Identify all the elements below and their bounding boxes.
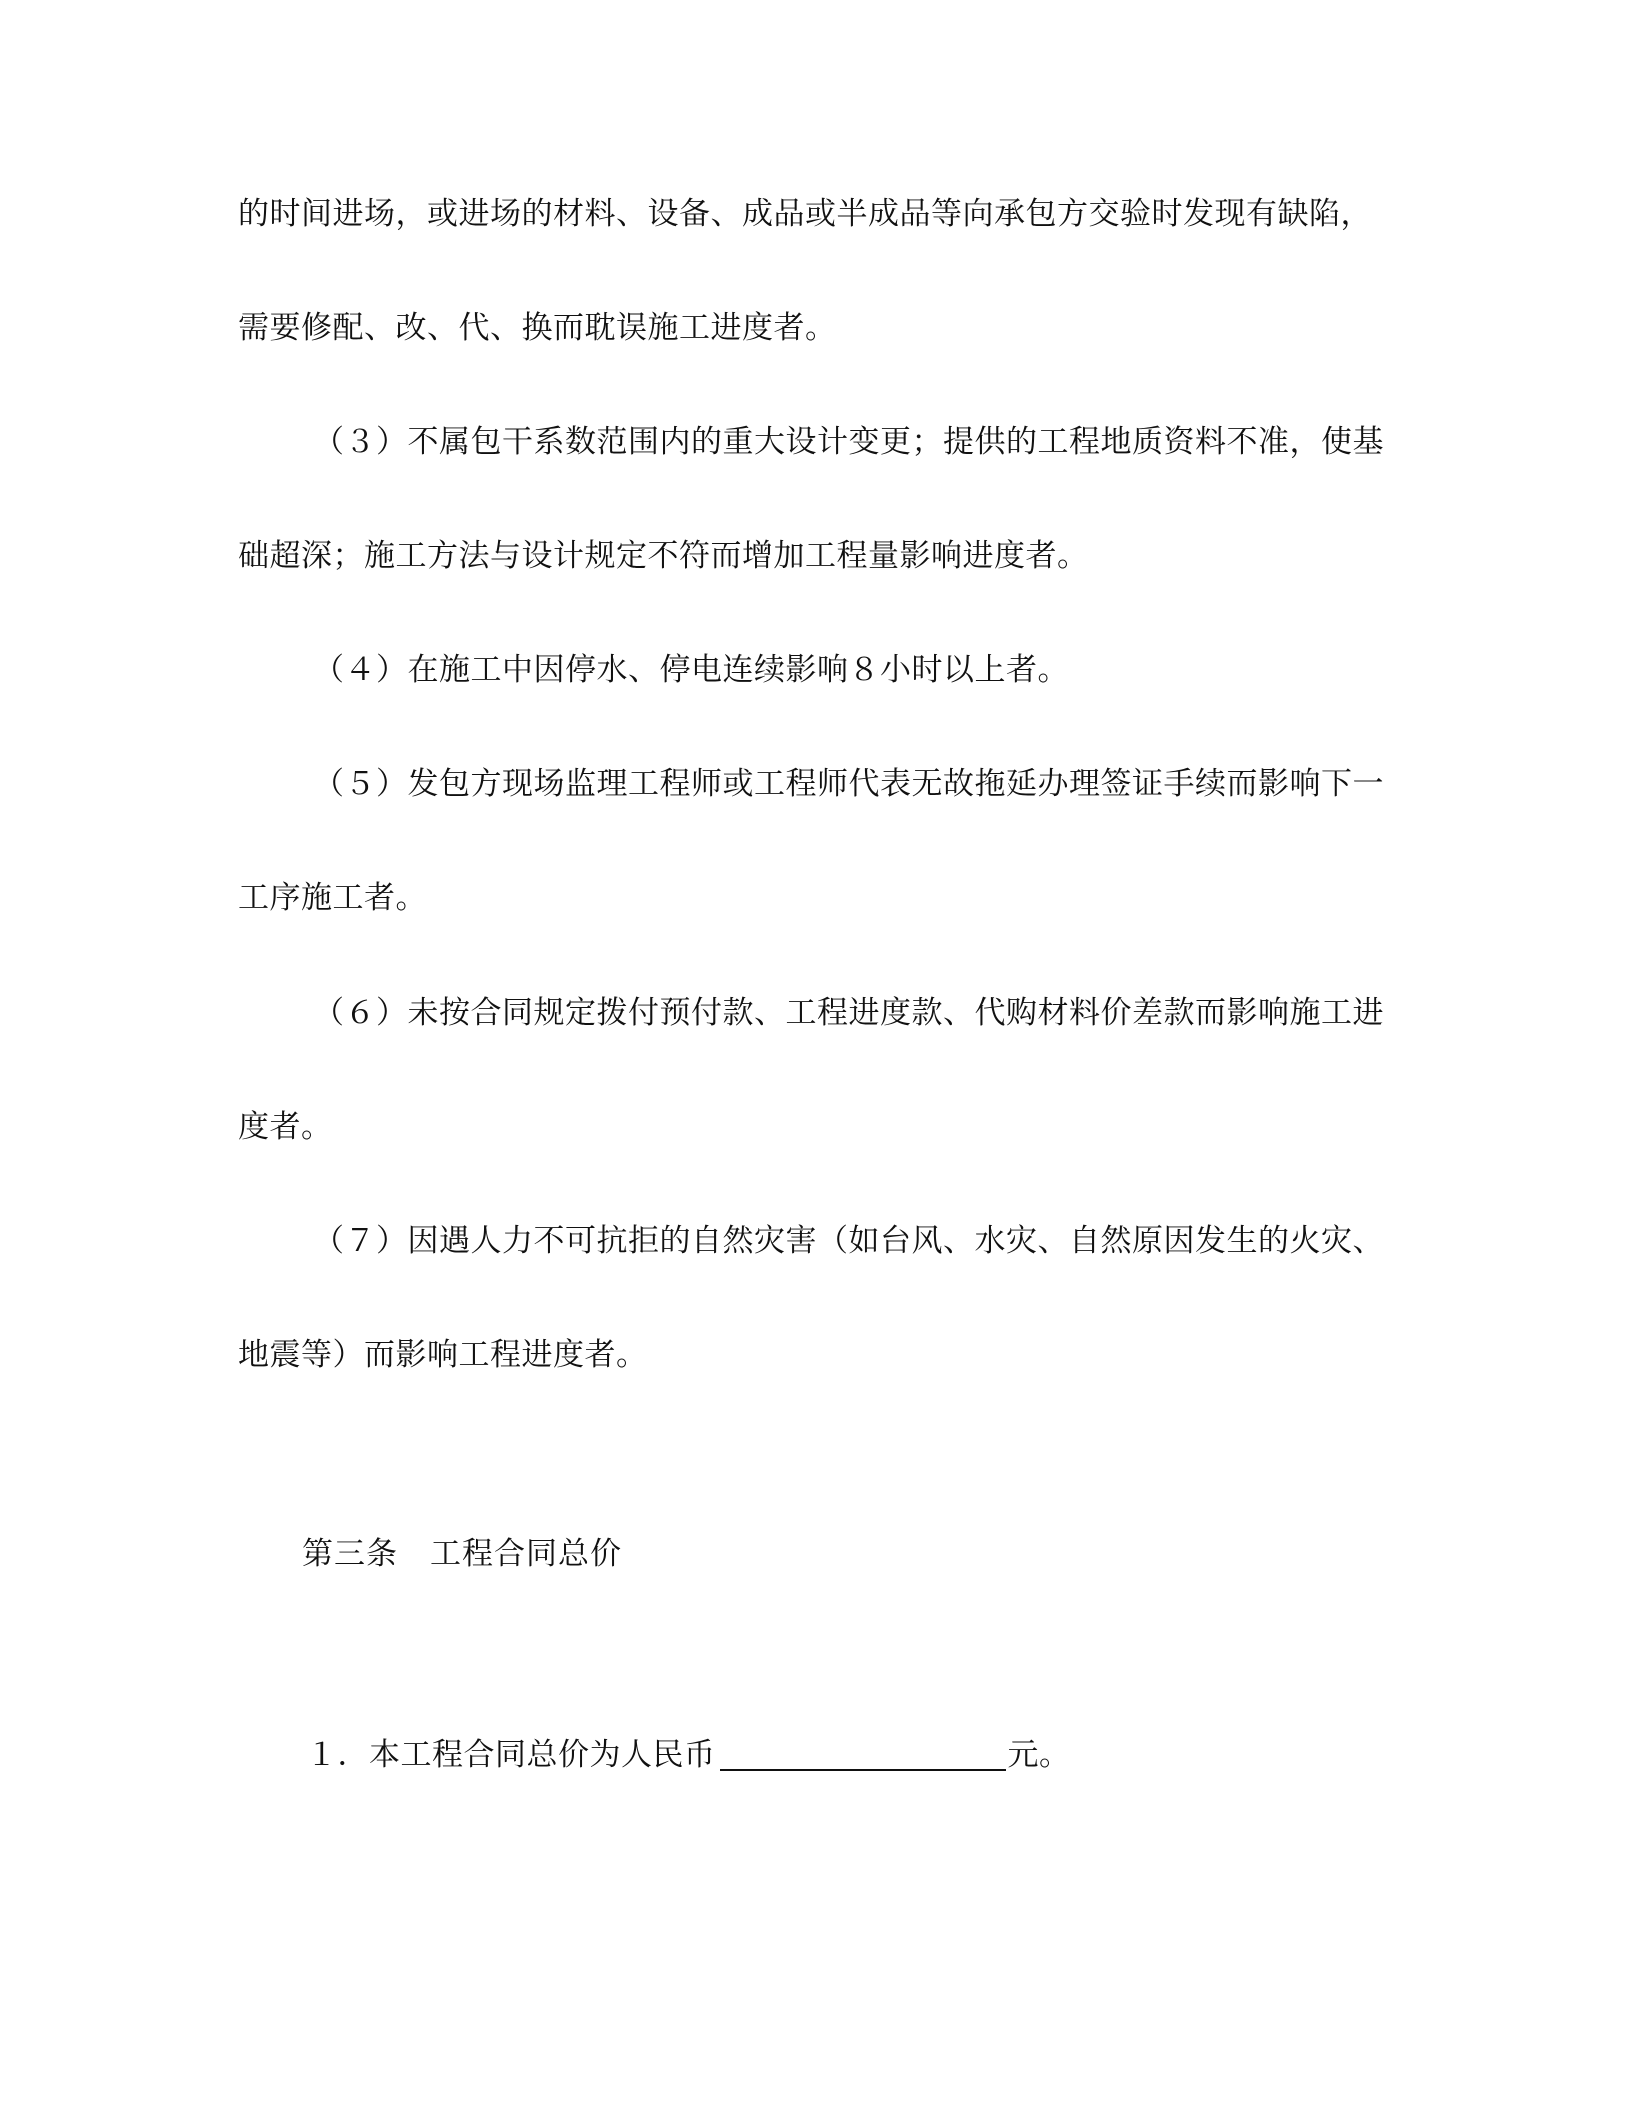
paragraph-line: 地震等）而影响工程进度者。 <box>238 1337 648 1373</box>
paragraph-line: （６）未按合同规定拨付预付款、工程进度款、代购材料价差款而影响施工进 <box>313 995 1384 1031</box>
paragraph-line: （５）发包方现场监理工程师或工程师代表无故拖延办理签证手续而影响下一 <box>313 766 1384 802</box>
paragraph-line: （７）因遇人力不可抗拒的自然灾害（如台风、水灾、自然原因发生的火灾、 <box>313 1223 1384 1259</box>
contract-price-blank <box>720 1739 1006 1771</box>
paragraph-line: 度者。 <box>238 1109 333 1145</box>
contract-price-label: １．本工程合同总价为人民币 <box>306 1737 716 1773</box>
contract-price-unit: 元。 <box>1007 1737 1071 1773</box>
paragraph-line: （４）在施工中因停水、停电连续影响８小时以上者。 <box>313 652 1069 688</box>
paragraph-line: 工序施工者。 <box>238 880 427 916</box>
contract-price-line <box>306 1733 1071 1775</box>
paragraph-line: 础超深；施工方法与设计规定不符而增加工程量影响进度者。 <box>238 538 1089 574</box>
article-heading: 第三条 工程合同总价 <box>302 1536 622 1572</box>
paragraph-line: 需要修配、改、代、换而耽误施工进度者。 <box>238 310 837 346</box>
paragraph-line: 的时间进场，或进场的材料、设备、成品或半成品等向承包方交验时发现有缺陷， <box>238 196 1372 232</box>
paragraph-line: （３）不属包干系数范围内的重大设计变更；提供的工程地质资料不准，使基 <box>313 424 1384 460</box>
